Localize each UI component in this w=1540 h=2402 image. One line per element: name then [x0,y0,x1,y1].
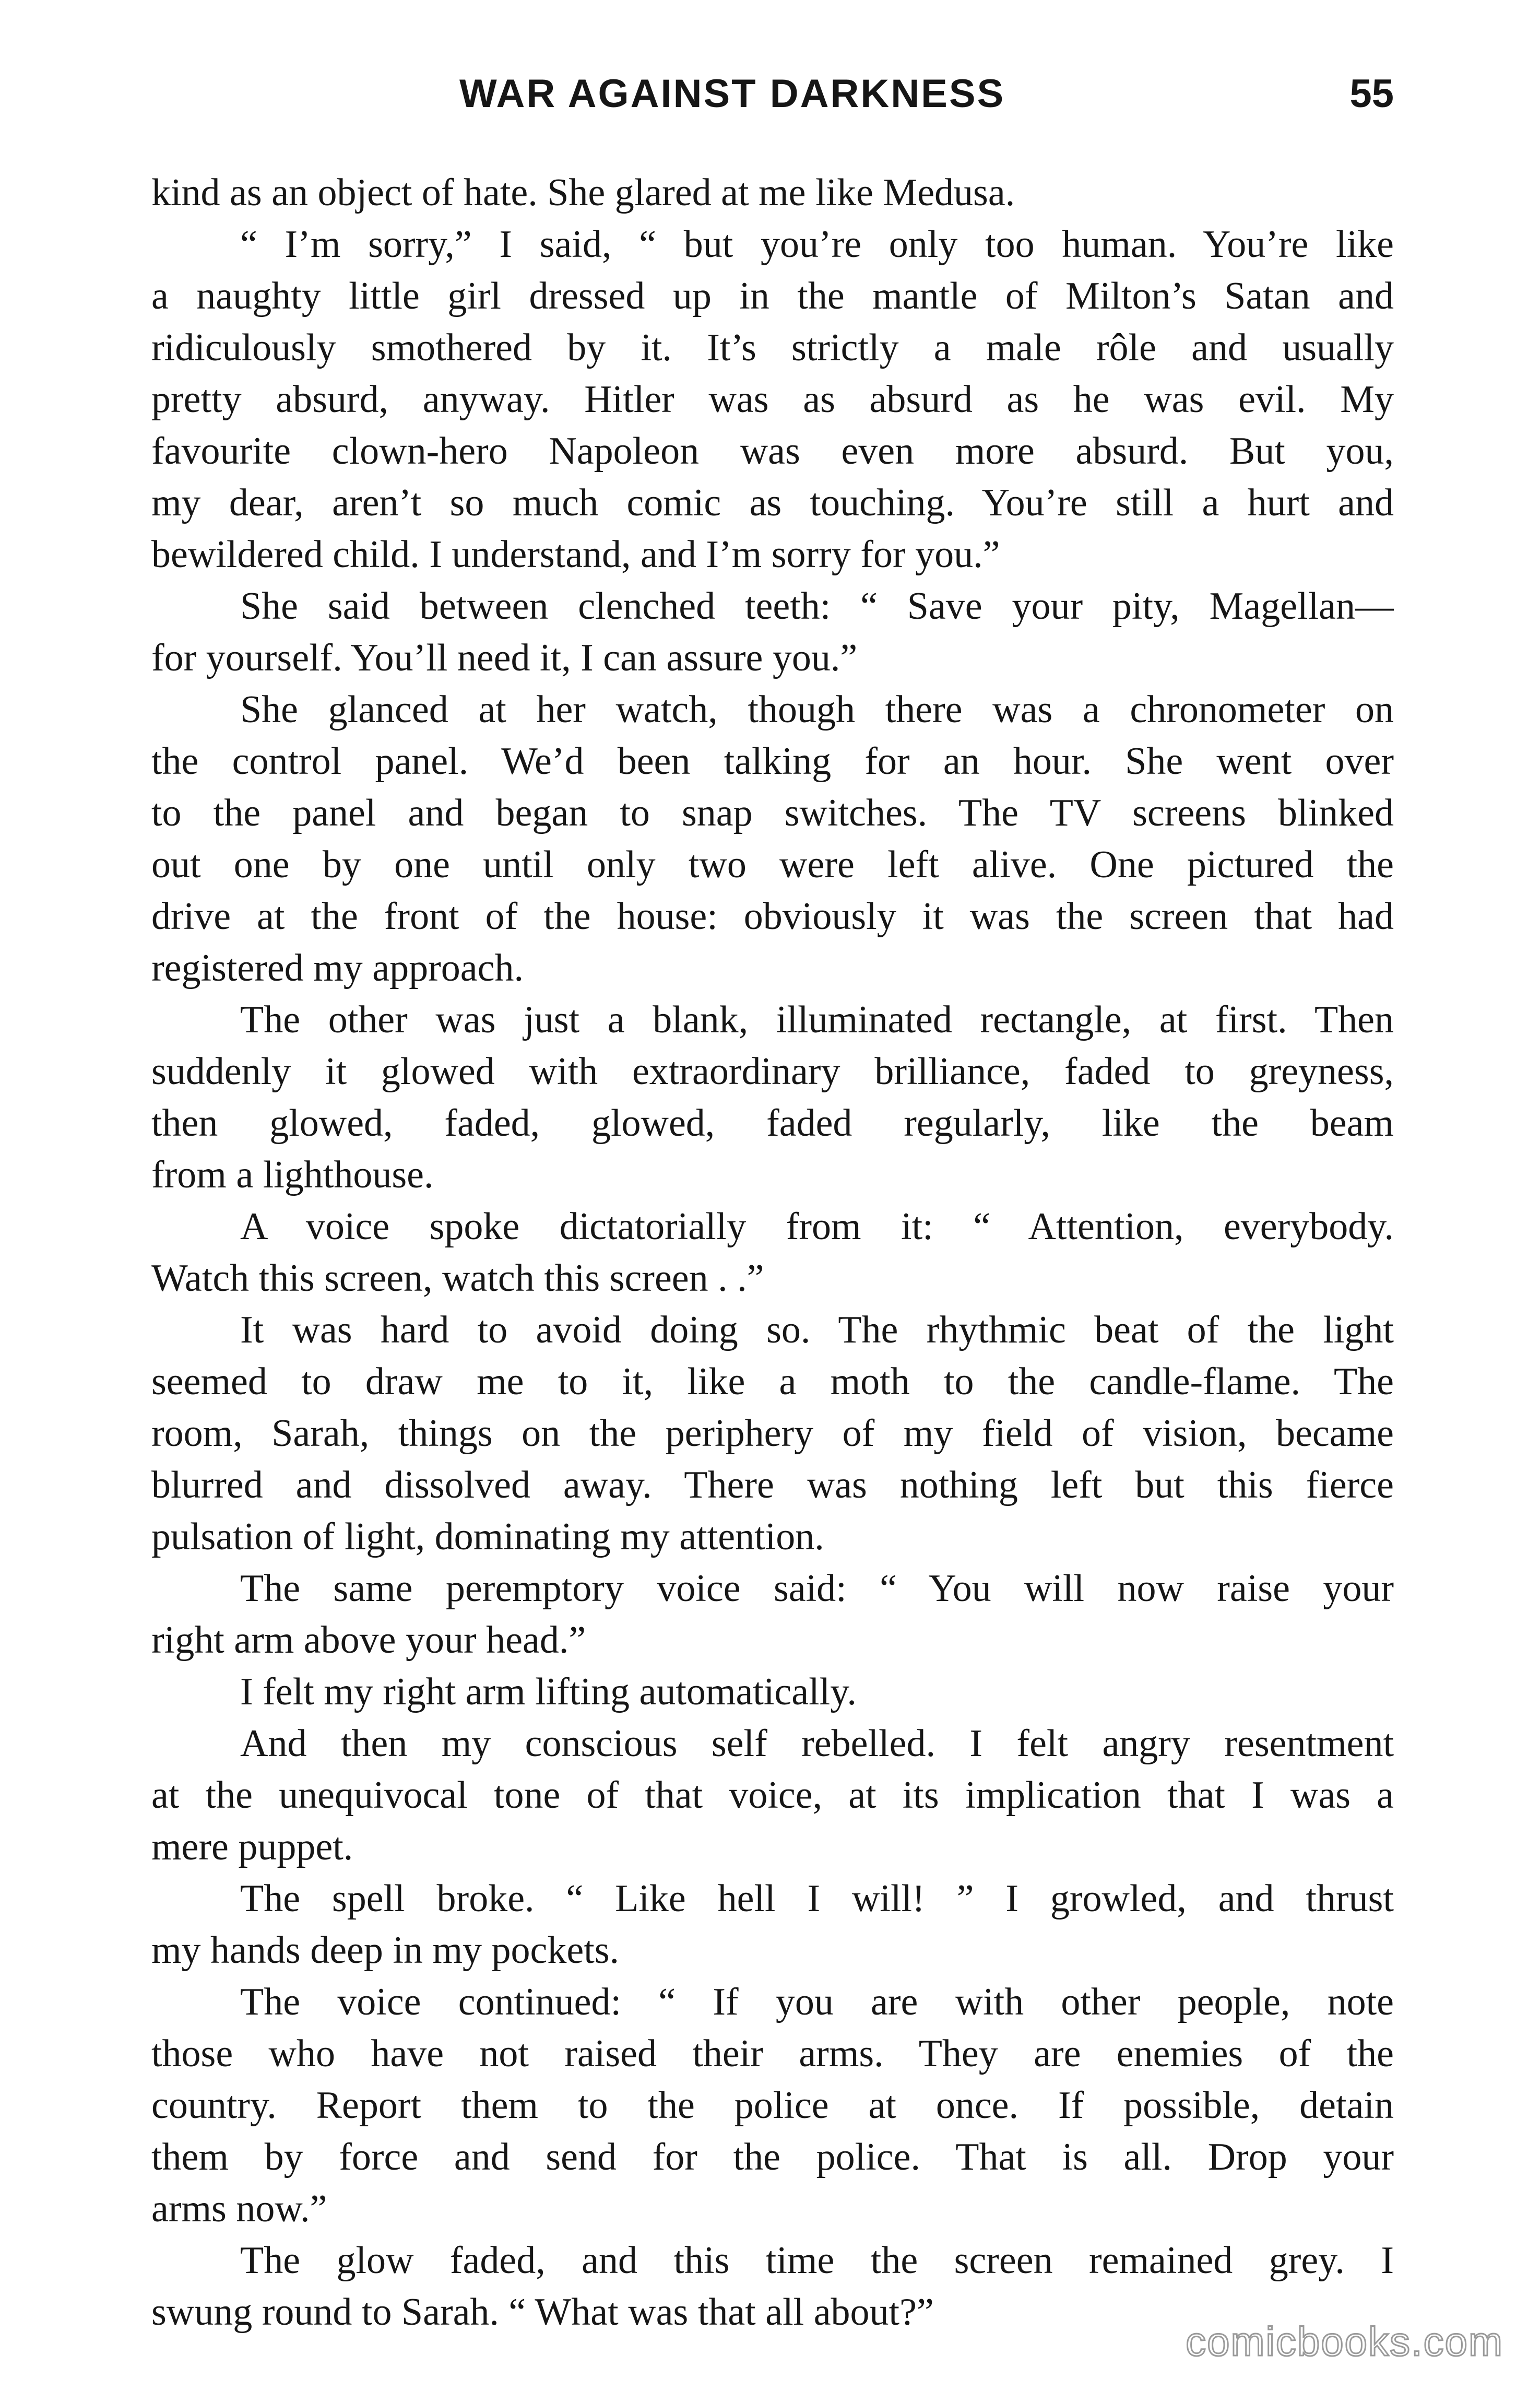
text-line: She said between clenched teeth: “ Save your pity, Magellan— [240,585,1394,628]
text-line: for yourself. You’ll need it, I can assure you.” [151,637,858,679]
text-line: It was hard to avoid doing so. The rhythmic beat of the light [240,1309,1394,1351]
text-line: And then my conscious self rebelled. I felt angry resentment [240,1722,1394,1765]
text-line: those who have not raised their arms. They are enemies of the [151,2032,1394,2075]
page-header [151,63,1394,125]
text-line: Watch this screen, watch this screen . .” [151,1257,764,1300]
text-line: ridiculously smothered by it. It’s strictly a male rôle and usually [151,326,1394,369]
text-line: “ I’m sorry,” I said, “ but you’re only too human. You’re like [240,223,1394,266]
body-text [151,167,1394,2338]
text-line: seemed to draw me to it, like a moth to the candle-flame. The [151,1360,1394,1403]
text-line: the control panel. We’d been talking for an hour. She went over [151,740,1394,783]
text-line: country. Report them to the police at once. If possible, detain [151,2084,1394,2127]
text-line: registered my approach. [151,947,524,990]
text-line: kind as an object of hate. She glared at me like Medusa. [151,171,1015,214]
text-line: favourite clown-hero Napoleon was even more absurd. But you, [151,430,1394,473]
text-line: a naughty little girl dressed up in the mantle of Milton’s Satan and [151,275,1394,317]
text-line: them by force and send for the police. That is all. Drop your [151,2136,1394,2179]
page-number: 55 [1349,72,1394,116]
text-line: at the unequivocal tone of that voice, at its implication that I was a [151,1774,1394,1817]
text-line: right arm above your head.” [151,1619,586,1662]
text-line: suddenly it glowed with extraordinary brilliance, faded to greyness, [151,1050,1394,1093]
text-line: The glow faded, and this time the screen remained grey. I [240,2239,1394,2282]
text-line: drive at the front of the house: obviously it was the screen that had [151,895,1394,938]
text-line: The same peremptory voice said: “ You will now raise your [240,1567,1394,1610]
text-line: The other was just a blank, illuminated rectangle, at first. Then [240,998,1394,1041]
text-line: pretty absurd, anyway. Hitler was as absurd as he was evil. My [151,378,1394,421]
running-title: WAR AGAINST DARKNESS [459,72,1005,116]
text-line: out one by one until only two were left alive. One pictured the [151,843,1394,886]
text-line: mere puppet. [151,1826,353,1868]
text-line: I felt my right arm lifting automatically. [240,1670,857,1713]
text-line: my hands deep in my pockets. [151,1929,620,1972]
text-line: blurred and dissolved away. There was nothing left but this fierce [151,1464,1394,1506]
text-line: bewildered child. I understand, and I’m sorry for you.” [151,533,1000,576]
text-line: to the panel and began to snap switches. The TV screens blinked [151,792,1394,834]
text-line: my dear, aren’t so much comic as touching. You’re still a hurt and [151,481,1394,524]
text-line: from a lighthouse. [151,1153,434,1196]
text-line: then glowed, faded, glowed, faded regularly, like the beam [151,1102,1394,1145]
text-line: pulsation of light, dominating my attention. [151,1515,824,1558]
text-line: arms now.” [151,2187,327,2230]
text-line: The spell broke. “ Like hell I will! ” I growled, and thrust [240,1877,1394,1920]
text-line: swung round to Sarah. “ What was that all about?” [151,2291,934,2334]
text-line: The voice continued: “ If you are with other people, note [240,1981,1394,2023]
watermark: comicbooks.com [1186,2318,1503,2364]
text-line: A voice spoke dictatorially from it: “ Attention, everybody. [240,1205,1394,1248]
text-line: room, Sarah, things on the periphery of my field of vision, became [151,1412,1394,1455]
text-line: She glanced at her watch, though there was a chronometer on [240,688,1394,731]
